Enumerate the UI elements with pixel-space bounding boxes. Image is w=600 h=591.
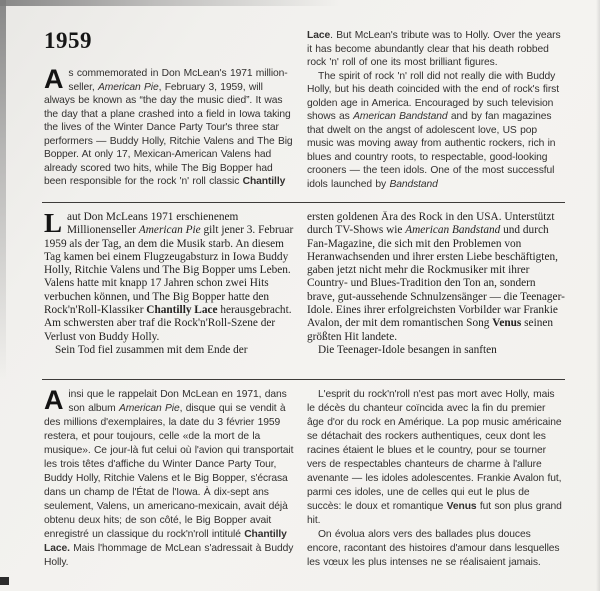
german-left-column [44,211,294,357]
text-run: Venus [446,501,477,512]
text-run: , February 3, 1959, will always be known as “the day the music died”. It was the day that a plane crashed into a field in Iowa taking the lives of the Winter Dance Party Tour's three star performers — Buddy Holly, Ritchie Valens and The Big Bopper. At only 17, Mexican-American Valens had already scored two hits, while The Big Bopper had been responsible for the rock 'n' roll classic [44,81,293,187]
german-right-text [307,211,565,357]
german-right-column [307,211,565,357]
section-french [44,388,565,570]
text-run: und durch Fan-Magazine, die sich mit den Problemen von Heranwachsenden und ihrer ersten Liebe beschäftigten, gaben jetzt nicht mehr die Rockmusiker mit ihrer Country- und Blues-Tradition den Ton an, sondern brave, gut-aussehende Schnulzensänger — die Teenager-Idole. Eines ihrer erfolgreichsten Vorbilder war Frankie Avalon, der mit dem romantischen Song [307,224,565,330]
paragraph [44,64,294,189]
text-run: Chantilly Lace [146,304,218,317]
page-title: 1959 [44,29,92,53]
text-run: American Bandstand [353,111,448,122]
text-run: American Pie [138,224,201,237]
text-run: aut Don McLeans 1971 erschienenem Millionenseller [67,211,239,237]
paragraph [44,344,294,357]
french-right-text [307,388,565,570]
text-run: and by fan magazines that dwelt on the angst of adolescent love, US pop music was moving away from authentic rockers, rich in blues and country roots, to respectable, good-looking crooners — the teen idols. One of the most successful idols launched by [307,111,556,190]
drop-cap: A [44,388,64,415]
text-run: Bandstand [389,178,438,190]
paragraph [307,388,565,528]
text-run: American Bandstand [405,224,501,237]
paragraph [307,344,565,357]
french-left-text [44,388,294,570]
english-right-column [307,29,565,191]
paragraph [307,29,565,70]
text-run: seinen größten Hit landete. [307,317,554,343]
text-run: The spirit of rock 'n' roll did not really die with Buddy Holly, but his death coincided with the end of rock's first golden age in America. Encouraged by such television shows as [307,70,559,122]
section-english [44,29,565,194]
text-run: fut son plus grand hit. [307,501,562,526]
text-run: Chantilly [242,176,286,187]
french-right-column [307,388,565,570]
text-run: , disque qui se vendit à des millions d'exemplaires, la date du 3 février 1959 restera, et pour toujours, celle «de la mort de la musique». Ce jour-là fut celui où l'avion qui transportait les trois têtes d'affiche du Winter Dance Party Tour, Buddy Holly, Ritchie Valens et le Big Bopper, s'écrasa dans un champ de l'État de l'Iowa. À dix-sept ans seulement, Valens, un americano-mexicain, avait déjà obtenu deux hits; de son côté, le Big Bopper avait enregistré un classique du rock'n'roll intitulé [44,403,294,540]
text-run: L'esprit du rock'n'roll n'est pas mort avec Holly, mais le décès du chanteur coïncida avec la fin du premier âge d'or du rock en Amérique. La pop music américaine se détachait des rockers authentiques, ceux dont les racines étaient le blues et le country, pour se tourner vers de respectables chanteurs de charme à l'allure avenante — les idoles adolescentes. Frankie Avalon fut, parmi ces idoles, une de celles qui eut le plus de succès: le doux et romantique [307,389,562,512]
text-run: Mais l'hommage de McLean s'adressait à Buddy Holly. [44,543,294,568]
paragraph [44,388,294,570]
scan-corner-mark [0,577,9,585]
paragraph [307,211,565,344]
text-run: American Pie [118,403,180,414]
text-run: Sein Tod fiel zusammen mit dem Ende der [55,343,248,356]
section-divider-2 [42,379,565,380]
text-run: herausgebracht. Am schwersten aber traf die Rock'n'Roll-Szene der Verlust von Buddy Holly. [44,304,292,343]
text-run: ersten goldenen Ära des Rock in den USA. Unterstützt durch TV-Shows wie [307,211,555,237]
text-run: gilt jener 3. Februar 1959 als der Tag, an dem die Musik starb. An diesem Tag kamen bei einem Flugzeugabsturz in Iowa Buddy Holly, Ritchie Valens und The Big Bopper ums Leben. Valens hatte mit knapp 17 Jahren schon zwei Hits verbuchen können, und The Big Bopper hatte den Rock'n'Roll-Klassiker [44,224,294,317]
drop-cap: A [44,64,64,94]
french-left-column [44,388,294,570]
text-run: Venus [492,317,522,330]
english-right-text [307,29,565,191]
drop-cap: L [44,211,63,238]
section-divider-1 [42,202,565,203]
english-left-text [44,64,294,189]
text-run: On évolua alors vers des ballades plus douces encore, racontant des histoires d'amour dans lesquelles les vœux les plus intenses ne se réalisaient jamais. [307,529,560,568]
text-run: insi que le rappelait Don McLean en 1971, dans son album [68,389,287,414]
german-left-text [44,211,294,357]
text-run: American Pie [97,81,159,93]
text-run: Lace [307,30,331,41]
english-left-column [44,29,294,189]
section-german [44,211,565,371]
paragraph [44,211,294,344]
text-run: Chantilly Lace. [44,529,287,554]
paragraph [307,528,565,570]
text-run: . But McLean's tribute was to Holly. Over the years it has become abundantly clear that his death robbed rock 'n' roll of one its most brilliant figures. [307,30,561,68]
text-run: Die Teenager-Idole besangen in sanften [318,343,497,356]
text-run: s commemorated in Don McLean's 1971 million-seller, [68,68,288,93]
paragraph [307,70,565,192]
